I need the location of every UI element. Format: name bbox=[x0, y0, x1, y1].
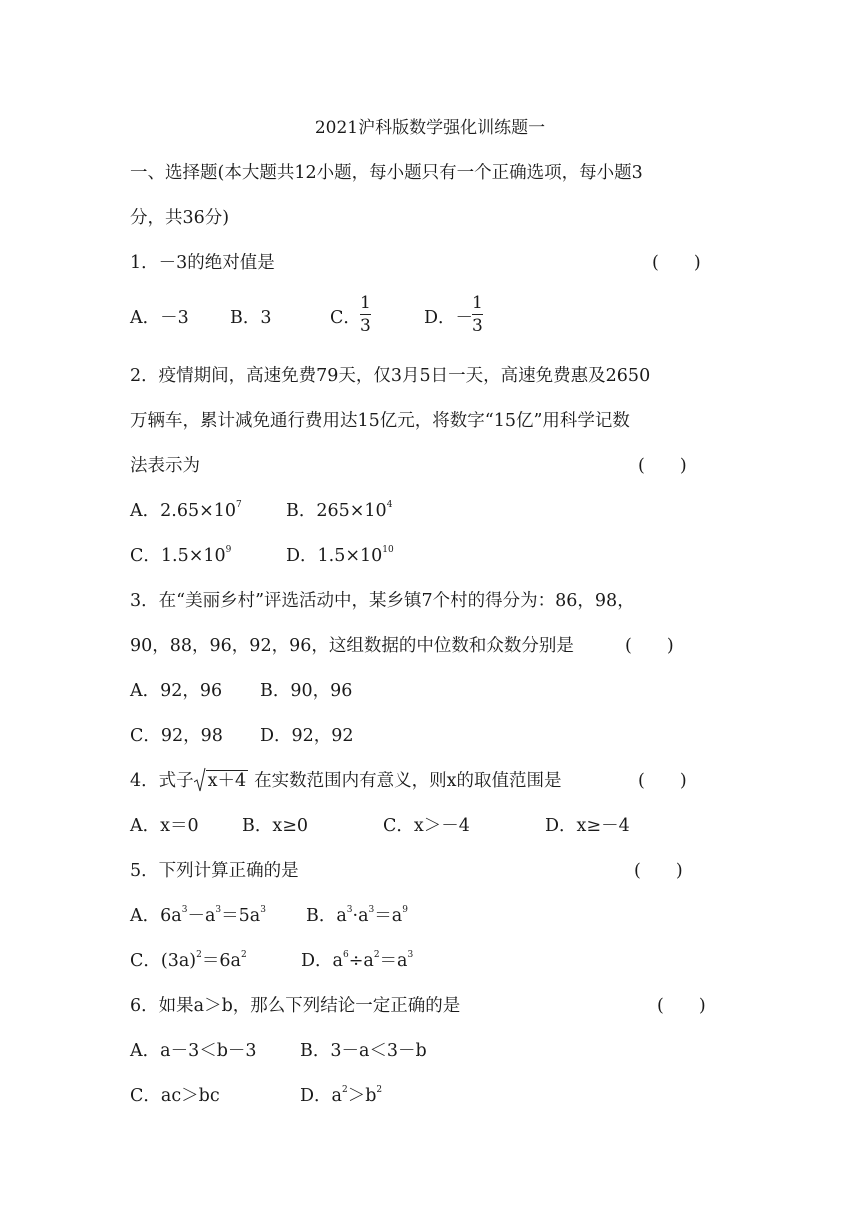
q4-radical: x＋4 bbox=[194, 769, 249, 793]
q6-option-c: C．ac＞bc bbox=[130, 1086, 220, 1106]
q2-option-a: A．$2.65\times 10^7$ bbox=[130, 500, 242, 521]
q4-answer-paren: ( ) bbox=[638, 771, 687, 791]
q2-answer-paren: ( ) bbox=[638, 456, 687, 476]
q6-option-b: B．3－a＜3－b bbox=[300, 1041, 427, 1061]
q2-stem-line3: 法表示为 bbox=[130, 456, 200, 476]
q1-option-c-fraction bbox=[360, 293, 371, 336]
q1-answer-paren: ( ) bbox=[652, 253, 701, 273]
q3-stem-line2: 90，88，96，92，96，这组数据的中位数和众数分别是 bbox=[130, 636, 574, 656]
q4-stem: 4．式子 x＋4 在实数范围内有意义，则x的取值范围是 bbox=[130, 769, 562, 793]
q1-option-a: A．－3 bbox=[130, 308, 189, 328]
q1-option-d-fraction bbox=[472, 293, 483, 336]
q5-answer-paren: ( ) bbox=[634, 861, 683, 881]
section-heading-line2: 分，共36分) bbox=[130, 208, 230, 228]
q1-stem: 1．－3的绝对值是 bbox=[130, 253, 275, 273]
q4-option-b: B．x≥0 bbox=[242, 816, 309, 836]
q5-option-d: D．$a^6\div a^2=a^3$ bbox=[301, 950, 414, 971]
q1-option-d-label: D．－ bbox=[424, 308, 474, 328]
q2-option-b: B．$265\times 10^4$ bbox=[286, 500, 393, 521]
q3-option-c: C．92，98 bbox=[130, 726, 223, 746]
q6-answer-paren: ( ) bbox=[657, 996, 706, 1016]
q1-option-d-numerator: 1 bbox=[472, 293, 483, 313]
q1-option-b: B．3 bbox=[230, 308, 272, 328]
q2-stem-line1: 2．疫情期间，高速免费79天，仅3月5日一天，高速免费惠及2650 bbox=[130, 366, 651, 386]
q2-option-d: D．$1.5\times 10^{10}$ bbox=[286, 545, 394, 566]
q5-option-c: C．$(3a)^2=6a^2$ bbox=[130, 950, 247, 971]
q1-option-c-numerator: 1 bbox=[360, 293, 371, 313]
q6-option-a: A．a－3＜b－3 bbox=[130, 1041, 257, 1061]
section-heading-line1: 一、选择题(本大题共12小题，每小题只有一个正确选项，每小题3 bbox=[130, 163, 643, 183]
q1-option-c-denominator: 3 bbox=[360, 316, 371, 336]
q3-option-b: B．90，96 bbox=[260, 681, 353, 701]
q3-stem-line1: 3．在“美丽乡村”评选活动中，某乡镇7个村的得分为：86，98， bbox=[130, 591, 635, 611]
q3-option-d: D．92，92 bbox=[260, 726, 354, 746]
q3-answer-paren: ( ) bbox=[625, 636, 674, 656]
q4-option-d: D．x≥－4 bbox=[545, 816, 630, 836]
q6-stem: 6．如果a＞b，那么下列结论一定正确的是 bbox=[130, 996, 461, 1016]
q5-stem: 5．下列计算正确的是 bbox=[130, 861, 299, 881]
q5-option-b: B．$a^3\cdot a^3=a^9$ bbox=[306, 905, 408, 926]
q4-option-c: C．x＞－4 bbox=[383, 816, 470, 836]
q5-option-a: A．$6a^3-a^3=5a^3$ bbox=[130, 905, 266, 926]
document-title: 2021沪科版数学强化训练题一 bbox=[314, 118, 546, 138]
q1-option-d-denominator: 3 bbox=[472, 316, 483, 336]
q2-option-c: C．$1.5\times 10^9$ bbox=[130, 545, 232, 566]
q2-stem-line2: 万辆车，累计减免通行费用达15亿元，将数字“15亿”用科学记数 bbox=[130, 411, 630, 431]
q4-option-a: A．x＝0 bbox=[130, 816, 199, 836]
q6-option-d: D．$a^2>b^2$ bbox=[300, 1085, 383, 1106]
q1-option-c-label: C． bbox=[330, 308, 361, 328]
q3-option-a: A．92，96 bbox=[130, 681, 223, 701]
